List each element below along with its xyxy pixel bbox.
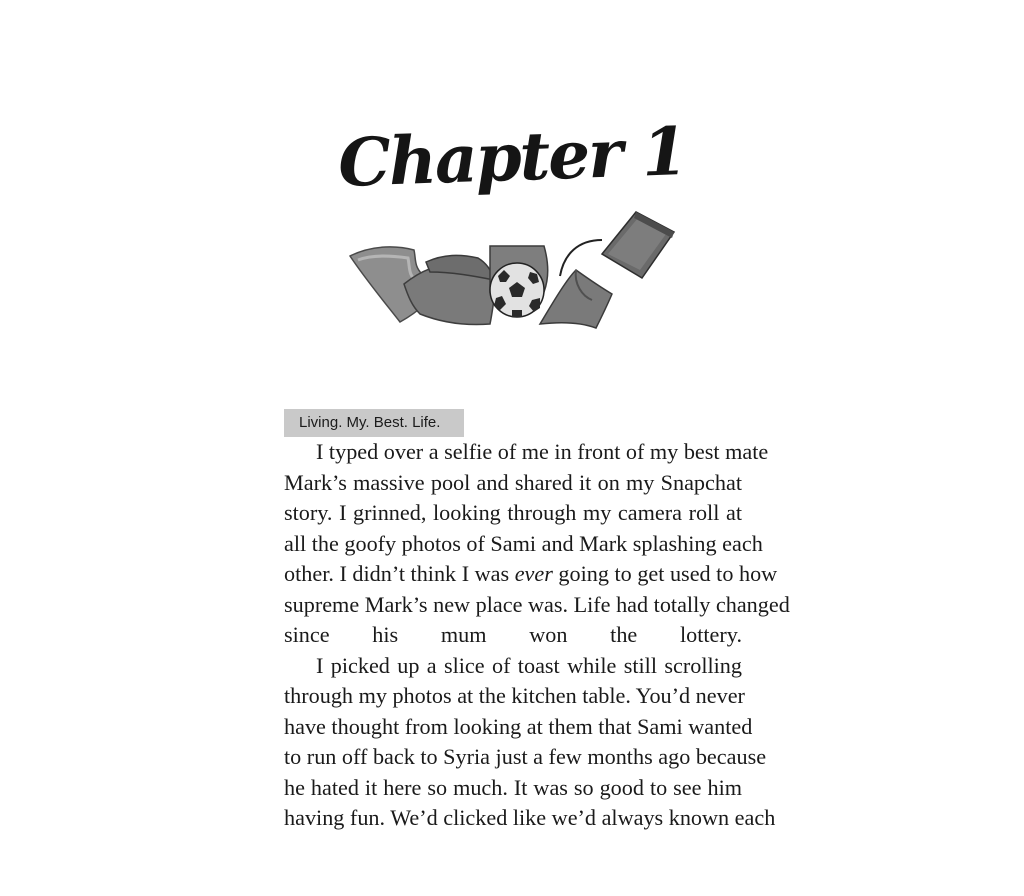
text-line: have thought from looking at them that Sami wanted — [284, 713, 753, 739]
text-line: through my photos at the kitchen table. You’d never — [284, 683, 745, 708]
text-line: he hated it here so much. It was so good to see him — [284, 774, 742, 800]
soccer-ball-shape — [490, 263, 544, 317]
text-line: all the goofy photos of Sami and Mark splashing each — [284, 530, 763, 556]
text-line: Mark’s massive pool and shared it on my Snapchat — [284, 469, 742, 495]
text-line: I picked up a slice of toast while still scrolling — [316, 652, 742, 678]
cord-shape — [560, 240, 602, 276]
chapter-illustration — [344, 204, 676, 334]
chapter-body — [284, 437, 790, 834]
paragraph-1 — [284, 437, 790, 651]
book-shape — [602, 212, 674, 278]
text-line: having fun. We’d clicked like we’d always known each — [284, 805, 776, 830]
text-line: to run off back to Syria just a few months ago because — [284, 744, 767, 769]
chapter-title: Chapter 1 — [336, 111, 688, 203]
text-line: story. I grinned, looking through my camera roll at — [284, 500, 742, 525]
text-segment: going to get used to how — [552, 561, 778, 586]
text-segment: other. I didn’t think I was — [284, 561, 515, 586]
paragraph-2 — [284, 651, 776, 834]
story-caption: Living. My. Best. Life. — [284, 409, 464, 437]
text-line — [284, 559, 778, 590]
text-line: supreme Mark’s new place was. Life had totally changed — [284, 591, 790, 617]
text-line: I typed over a selfie of me in front of my best mate — [316, 439, 769, 464]
text-line: since his mum won the lottery. — [284, 622, 742, 647]
emphasis-text: ever — [514, 561, 553, 586]
